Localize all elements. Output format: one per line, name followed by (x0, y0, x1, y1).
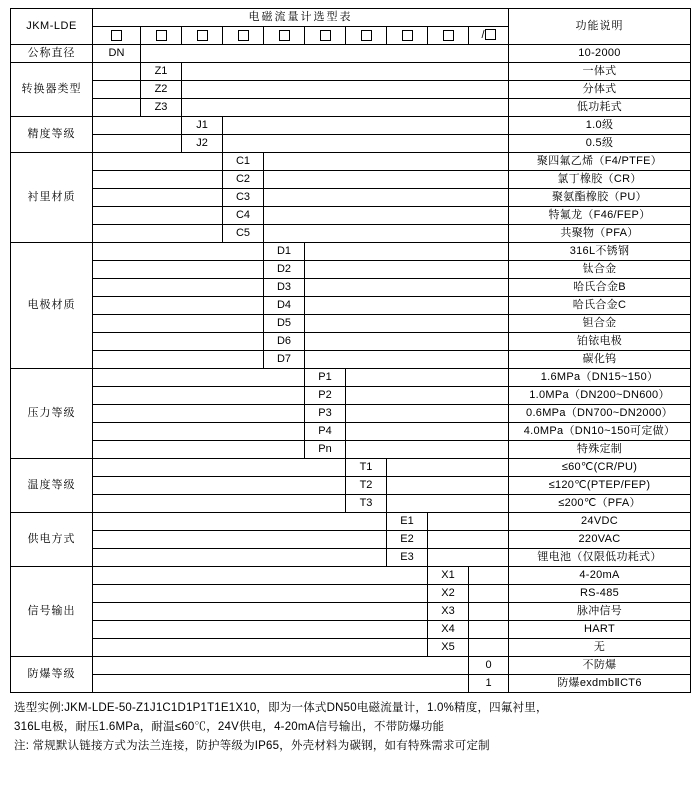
spacer-cell (305, 279, 509, 297)
spacer-cell (93, 207, 223, 225)
spacer-cell (93, 369, 305, 387)
notes-block (10, 699, 690, 756)
row-code: C3 (223, 189, 264, 207)
spacer-cell (93, 279, 264, 297)
row-desc: 低功耗式 (509, 99, 691, 117)
spacer-cell (264, 207, 509, 225)
table-row (11, 585, 691, 603)
row-desc: 聚四氟乙烯（F4/PTFE） (509, 153, 691, 171)
spacer-cell (346, 369, 509, 387)
row-code: C5 (223, 225, 264, 243)
row-desc: RS-485 (509, 585, 691, 603)
spacer-cell (141, 45, 509, 63)
row-label: 电极材质 (11, 243, 93, 369)
table-row (11, 135, 691, 153)
spacer-cell (223, 117, 509, 135)
code-box-cell (141, 27, 182, 45)
spacer-cell (93, 351, 264, 369)
spacer-cell (264, 225, 509, 243)
row-desc: HART (509, 621, 691, 639)
row-code: C2 (223, 171, 264, 189)
spacer-cell (93, 189, 223, 207)
table-row (11, 567, 691, 585)
spacer-cell (346, 387, 509, 405)
spacer-cell (428, 531, 509, 549)
row-code: D4 (264, 297, 305, 315)
code-box-cell (264, 27, 305, 45)
row-code: E3 (387, 549, 428, 567)
row-code: DN (93, 45, 141, 63)
spacer-cell (93, 315, 264, 333)
spacer-cell (387, 495, 509, 513)
spacer-cell (93, 405, 305, 423)
spacer-cell (93, 387, 305, 405)
row-desc: 分体式 (509, 81, 691, 99)
spacer-cell (223, 135, 509, 153)
row-desc: ≤200℃（PFA） (509, 495, 691, 513)
table-row (11, 549, 691, 567)
row-code: D7 (264, 351, 305, 369)
spacer-cell (305, 297, 509, 315)
row-desc: 1.0级 (509, 117, 691, 135)
spacer-cell (93, 99, 141, 117)
spacer-cell (93, 171, 223, 189)
row-desc: 铂铱电极 (509, 333, 691, 351)
row-desc: 220VAC (509, 531, 691, 549)
row-desc: 特氟龙（F46/FEP） (509, 207, 691, 225)
spacer-cell (93, 297, 264, 315)
code-box (111, 30, 122, 41)
row-desc: 1.6MPa（DN15~150） (509, 369, 691, 387)
row-code: Z3 (141, 99, 182, 117)
row-code: 1 (469, 675, 509, 693)
row-desc: 一体式 (509, 63, 691, 81)
table-row (11, 279, 691, 297)
code-box-cell (182, 27, 223, 45)
table-header-row (11, 9, 691, 27)
selection-table (10, 8, 691, 693)
row-code: T1 (346, 459, 387, 477)
table-row (11, 297, 691, 315)
spacer-cell (387, 477, 509, 495)
row-desc: 碳化钨 (509, 351, 691, 369)
spacer-cell (93, 117, 182, 135)
row-code: D2 (264, 261, 305, 279)
code-box-cell (93, 27, 141, 45)
spacer-cell (93, 459, 346, 477)
table-row (11, 603, 691, 621)
table-row (11, 207, 691, 225)
code-box (238, 30, 249, 41)
spacer-cell (93, 657, 469, 675)
row-desc: 4-20mA (509, 567, 691, 585)
row-desc: 钽合金 (509, 315, 691, 333)
table-row (11, 315, 691, 333)
table-row (11, 513, 691, 531)
row-desc: 1.0MPa（DN200~DN600） (509, 387, 691, 405)
table-row (11, 441, 691, 459)
code-box-slash-cell (469, 27, 509, 45)
spacer-cell (93, 531, 387, 549)
table-row (11, 243, 691, 261)
row-desc: 哈氏合金C (509, 297, 691, 315)
row-code: T3 (346, 495, 387, 513)
note-line-1: 选型实例:JKM-LDE-50-Z1J1C1D1P1T1E1X10，即为一体式DN50电磁流量计，1.0%精度，四氟衬里， (14, 702, 548, 714)
spacer-cell (93, 603, 428, 621)
row-desc: 钛合金 (509, 261, 691, 279)
row-desc: 10-2000 (509, 45, 691, 63)
row-desc: 脉冲信号 (509, 603, 691, 621)
model-prefix-cell: JKM-LDE (11, 9, 93, 45)
row-desc: ≤60℃(CR/PU) (509, 459, 691, 477)
spacer-cell (387, 459, 509, 477)
spacer-cell (93, 261, 264, 279)
table-title: 电磁流量计选型表 (93, 9, 509, 27)
spacer-cell (93, 513, 387, 531)
table-row (11, 675, 691, 693)
code-box-cell (223, 27, 264, 45)
row-code: Z2 (141, 81, 182, 99)
row-code: Z1 (141, 63, 182, 81)
table-row (11, 81, 691, 99)
function-title: 功能说明 (509, 9, 691, 45)
table-row (11, 621, 691, 639)
spacer-cell (182, 99, 509, 117)
spacer-cell (469, 639, 509, 657)
spacer-cell (93, 585, 428, 603)
code-box-cell (305, 27, 346, 45)
spacer-cell (93, 243, 264, 261)
row-code: E1 (387, 513, 428, 531)
table-row (11, 225, 691, 243)
row-code: D3 (264, 279, 305, 297)
row-label: 压力等级 (11, 369, 93, 459)
row-code: J2 (182, 135, 223, 153)
table-row (11, 639, 691, 657)
spacer-cell (93, 639, 428, 657)
table-row (11, 657, 691, 675)
table-row (11, 63, 691, 81)
spacer-cell (93, 81, 141, 99)
row-code: X4 (428, 621, 469, 639)
spacer-cell (93, 423, 305, 441)
row-code: E2 (387, 531, 428, 549)
code-box (156, 30, 167, 41)
spacer-cell (305, 333, 509, 351)
table-row (11, 477, 691, 495)
row-code: 0 (469, 657, 509, 675)
code-box (443, 30, 454, 41)
row-code: C4 (223, 207, 264, 225)
row-desc: 4.0MPa（DN10~150可定做） (509, 423, 691, 441)
spacer-cell (305, 351, 509, 369)
code-box-cell (428, 27, 469, 45)
table-row (11, 171, 691, 189)
row-label: 防爆等级 (11, 657, 93, 693)
spacer-cell (93, 135, 182, 153)
code-box (279, 30, 290, 41)
spacer-cell (93, 333, 264, 351)
row-desc: 聚氨酯橡胶（PU） (509, 189, 691, 207)
spacer-cell (428, 513, 509, 531)
table-row (11, 369, 691, 387)
row-desc: 0.6MPa（DN700~DN2000） (509, 405, 691, 423)
row-desc: 24VDC (509, 513, 691, 531)
spacer-cell (93, 549, 387, 567)
spacer-cell (93, 441, 305, 459)
table-row (11, 189, 691, 207)
spacer-cell (346, 441, 509, 459)
row-code: C1 (223, 153, 264, 171)
spacer-cell (469, 603, 509, 621)
code-box-cell (387, 27, 428, 45)
row-label: 温度等级 (11, 459, 93, 513)
spacer-cell (305, 315, 509, 333)
row-desc: 316L不锈钢 (509, 243, 691, 261)
table-row (11, 45, 691, 63)
row-code: X2 (428, 585, 469, 603)
spacer-cell (469, 621, 509, 639)
code-box-cell (346, 27, 387, 45)
note-line-3: 注: 常规默认链接方式为法兰连接，防护等级为IP65，外壳材料为碳钢，如有特殊需求可定制 (14, 740, 490, 752)
row-desc: 0.5级 (509, 135, 691, 153)
table-row (11, 387, 691, 405)
table-row (11, 351, 691, 369)
spacer-cell (93, 567, 428, 585)
row-code: X5 (428, 639, 469, 657)
table-row (11, 261, 691, 279)
row-desc: 无 (509, 639, 691, 657)
spacer-cell (305, 261, 509, 279)
spacer-cell (305, 243, 509, 261)
spacer-cell (93, 225, 223, 243)
spacer-cell (346, 423, 509, 441)
row-code: T2 (346, 477, 387, 495)
row-code: D5 (264, 315, 305, 333)
table-row (11, 153, 691, 171)
row-code: D1 (264, 243, 305, 261)
spacer-cell (346, 405, 509, 423)
row-desc: 共聚物（PFA） (509, 225, 691, 243)
row-desc: 防爆exdmbⅡCT6 (509, 675, 691, 693)
spacer-cell (93, 153, 223, 171)
row-label: 供电方式 (11, 513, 93, 567)
row-code: P4 (305, 423, 346, 441)
row-label: 公称直径 (11, 45, 93, 63)
spacer-cell (93, 675, 469, 693)
spacer-cell (182, 81, 509, 99)
spacer-cell (264, 171, 509, 189)
code-box (197, 30, 208, 41)
row-desc: 哈氏合金B (509, 279, 691, 297)
table-row (11, 333, 691, 351)
row-desc: 不防爆 (509, 657, 691, 675)
code-box-slash: / (481, 28, 495, 43)
row-label: 精度等级 (11, 117, 93, 153)
row-label: 转换器类型 (11, 63, 93, 117)
table-row (11, 495, 691, 513)
spacer-cell (93, 477, 346, 495)
spacer-cell (469, 585, 509, 603)
row-code: P1 (305, 369, 346, 387)
table-row (11, 99, 691, 117)
spacer-cell (428, 549, 509, 567)
row-code: X3 (428, 603, 469, 621)
table-row (11, 531, 691, 549)
code-box (402, 30, 413, 41)
row-code: J1 (182, 117, 223, 135)
table-row (11, 117, 691, 135)
table-row (11, 459, 691, 477)
spacer-cell (264, 153, 509, 171)
row-desc: ≤120℃(PTEP/FEP) (509, 477, 691, 495)
note-line-2: 316L电极，耐压1.6MPa，耐温≤60℃，24V供电，4-20mA信号输出，不带防爆功能 (14, 721, 445, 733)
row-code: P2 (305, 387, 346, 405)
spacer-cell (93, 621, 428, 639)
row-code: X1 (428, 567, 469, 585)
row-code: Pn (305, 441, 346, 459)
spacer-cell (469, 567, 509, 585)
code-box (320, 30, 331, 41)
row-code: D6 (264, 333, 305, 351)
row-label: 信号输出 (11, 567, 93, 657)
table-row (11, 423, 691, 441)
spacer-cell (93, 63, 141, 81)
row-code: P3 (305, 405, 346, 423)
spacer-cell (93, 495, 346, 513)
spacer-cell (264, 189, 509, 207)
code-box (485, 29, 496, 40)
row-desc: 特殊定制 (509, 441, 691, 459)
row-label: 衬里材质 (11, 153, 93, 243)
spacer-cell (182, 63, 509, 81)
row-desc: 锂电池（仅限低功耗式） (509, 549, 691, 567)
table-row (11, 405, 691, 423)
row-desc: 氯丁橡胶（CR） (509, 171, 691, 189)
code-box (361, 30, 372, 41)
